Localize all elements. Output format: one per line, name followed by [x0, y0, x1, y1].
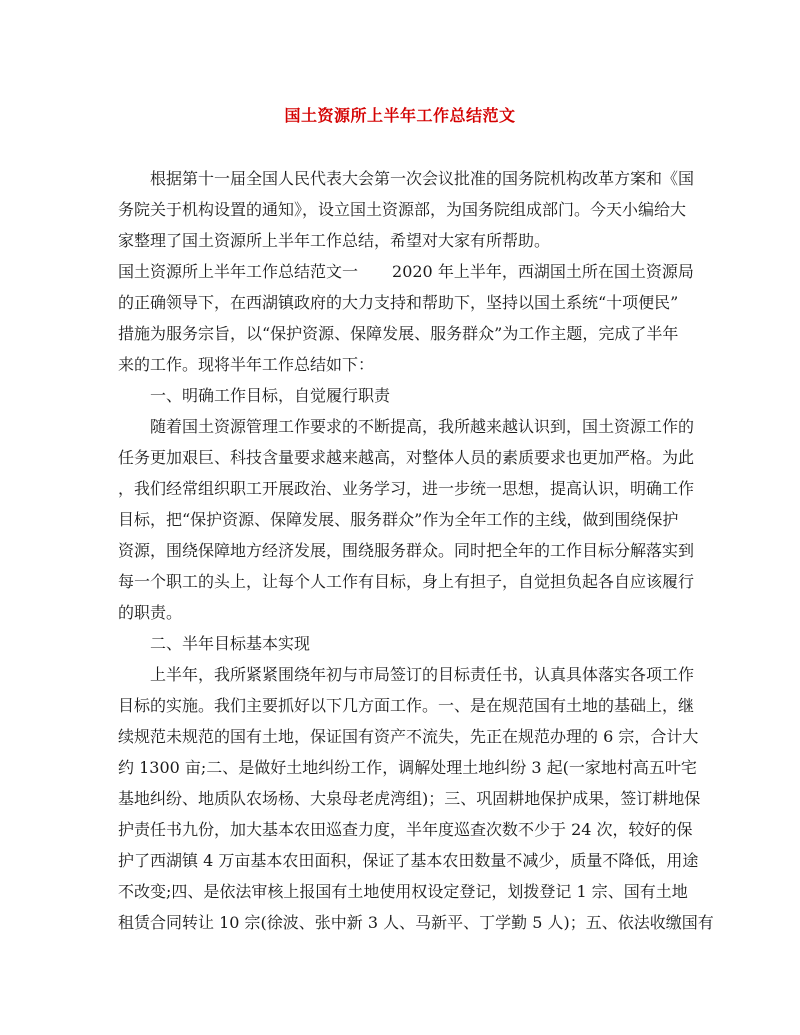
paragraph-line: 任务更加艰巨、科技含量要求越来越高，对整体人员的素质要求也更加严格。为此 [118, 448, 695, 467]
subheading: 二、半年目标基本实现 [150, 634, 311, 653]
paragraph-line: 租赁合同转让 10 宗(徐波、张中新 3 人、马新平、丁学勤 5 人)；五、依法收缴国有 [118, 913, 714, 932]
paragraph-line: 护了西湖镇 4 万亩基本农田面积，保证了基本农田数量不减少，质量不降低，用途 [118, 851, 699, 870]
document-title: 国土资源所上半年工作总结范文 [284, 106, 516, 125]
paragraph-line: ，我们经常组织职工开展政治、业务学习，进一步统一思想，提高认识，明确工作 [118, 479, 695, 498]
paragraph-line: 的正确领导下，在西湖镇政府的大力支持和帮助下，坚持以国土系统“十项便民” [118, 293, 679, 312]
paragraph-line: 目标的实施。我们主要抓好以下几方面工作。一、是在规范国有土地的基础上，继 [118, 696, 695, 715]
paragraph-line: 不改变;四、是依法审核上报国有土地使用权设定登记，划拨登记 1 宗、国有土地 [118, 882, 688, 901]
paragraph-line: 上半年，我所紧紧围绕年初与市局签订的目标责任书，认真具体落实各项工作 [150, 665, 695, 684]
paragraph-line: 来的工作。现将半年工作总结如下： [118, 355, 375, 374]
paragraph-line: 随着国土资源管理工作要求的不断提高，我所越来越认识到，国土资源工作的 [150, 417, 695, 436]
paragraph-line: 基地纠纷、地质队农场杨、大泉母老虎湾组)；三、巩固耕地保护成果，签订耕地保 [118, 789, 701, 808]
paragraph-line: 资源，围绕保障地方经济发展，围绕服务群众。同时把全年的工作目标分解落实到 [118, 541, 695, 560]
section-heading: 国土资源所上半年工作总结范文一 [118, 262, 359, 281]
paragraph-start: 2020 年上半年，西湖国土所在国土资源局 [392, 262, 694, 281]
paragraph-line: 续规范未规范的国有土地，保证国有资产不流失，先正在规范办理的 6 宗，合计大 [118, 727, 699, 746]
paragraph-line: 目标，把“保护资源、保障发展、服务群众”作为全年工作的主线，做到围绕保护 [118, 510, 679, 529]
paragraph-line: 护责任书九份，加大基本农田巡查力度，半年度巡查次数不少于 24 次，较好的保 [118, 820, 693, 839]
subheading: 一、明确工作目标，自觉履行职责 [150, 386, 391, 405]
paragraph-line: 的职责。 [118, 603, 183, 622]
paragraph-line: 家整理了国土资源所上半年工作总结，希望对大家有所帮助。 [118, 231, 551, 250]
paragraph-line: 措施为服务宗旨，以“保护资源、保障发展、服务群众”为工作主题，完成了半年 [118, 324, 679, 343]
paragraph-line: 根据第十一届全国人民代表大会第一次会议批准的国务院机构改革方案和《国 [150, 169, 695, 188]
section-heading-line [118, 261, 694, 283]
paragraph-line: 约 1300 亩;二、是做好土地纠纷工作，调解处理土地纠纷 3 起(一家地村高五叶宅 [118, 758, 697, 777]
paragraph-line: 每一个职工的头上，让每个人工作有目标，身上有担子，自觉担负起各自应该履行 [118, 572, 695, 591]
paragraph-line: 务院关于机构设置的通知》，设立国土资源部，为国务院组成部门。今天小编给大 [118, 200, 687, 219]
